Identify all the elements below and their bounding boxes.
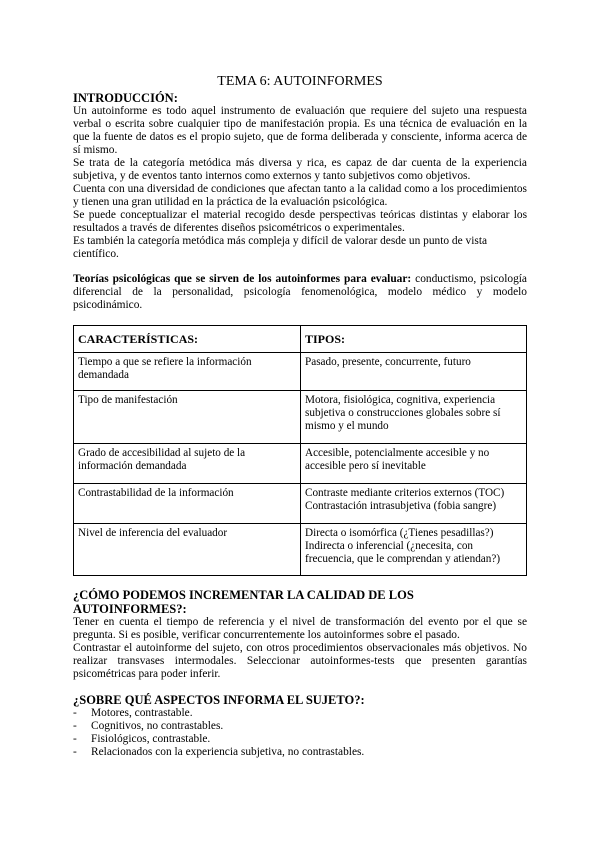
quality-paragraph: Contrastar el autoinforme del sujeto, con otros procedimientos observacionales más objetivos. No realizar transvases intermodales. Seleccionar autoinformes-tests que presenten garantías psicométricas para poder inferir. [73, 642, 527, 680]
table-row [74, 524, 527, 576]
table-cell: Nivel de inferencia del evaluador [74, 524, 301, 576]
characteristics-table [73, 325, 527, 576]
bullet-dash: - [73, 720, 77, 732]
intro-paragraph: Se puede conceptualizar el material recogido desde perspectivas teóricas distintas y elaborar los resultados a través de diferentes diseños psicométricos o experimentales. [73, 209, 527, 234]
aspects-heading: ¿SOBRE QUÉ ASPECTOS INFORMA EL SUJETO?: [73, 693, 365, 707]
table-cell: Directa o isomórfica (¿Tienes pesadillas?) Indirecta o inferencial (¿necesita, con frecuencia, que le comprendan y atiendan?) [301, 524, 527, 576]
intro-paragraph: Un autoinforme es todo aquel instrumento de evaluación que requiere del sujeto una respuesta verbal o escrita sobre cualquier tipo de manifestación propia. Es una técnica de evaluación en la que la fuente de datos es el propio sujeto, que de forma deliberada y consciente, informa acerca de sí mismo. [73, 105, 527, 156]
table-header-cell: TIPOS: [301, 326, 527, 353]
list-item: - Motores, contrastable. [73, 707, 193, 719]
aspects-list [73, 707, 527, 759]
theories-paragraph [73, 273, 527, 312]
bullet-dash: - [73, 746, 77, 758]
list-item: - Cognitivos, no contrastables. [73, 720, 224, 732]
theories-text: conductismo, psicología diferencial de la personalidad, psicología fenomenológica, modelo médico y modelo psicodinámico. [73, 273, 527, 311]
table-row [74, 391, 527, 444]
table-cell: Contraste mediante criterios externos (TOC) Contrastación intrasubjetiva (fobia sangre) [301, 484, 527, 524]
quality-heading: ¿CÓMO PODEMOS INCREMENTAR LA CALIDAD DE LOS AUTOINFORMES?: [73, 588, 414, 616]
document-page [73, 74, 527, 759]
table-header-cell: CARACTERÍSTICAS: [74, 326, 301, 353]
document-title: TEMA 6: AUTOINFORMES [217, 74, 383, 89]
table-row [74, 444, 527, 484]
table-header-row [74, 326, 527, 353]
list-item: - Fisiológicos, contrastable. [73, 733, 211, 745]
table-cell: Accesible, potencialmente accesible y no accesible pero sí inevitable [301, 444, 527, 484]
table-cell: Tipo de manifestación [74, 391, 301, 444]
table-cell: Tiempo a que se refiere la información demandada [74, 353, 301, 391]
table-row [74, 484, 527, 524]
table-cell: Contrastabilidad de la información [74, 484, 301, 524]
table-cell: Grado de accesibilidad al sujeto de la información demandada [74, 444, 301, 484]
list-item: - Relacionados con la experiencia subjetiva, no contrastables. [73, 746, 365, 758]
intro-paragraph: Es también la categoría metódica más compleja y difícil de valorar desde un punto de vista científico. [73, 235, 488, 260]
quality-paragraph: Tener en cuenta el tiempo de referencia y el nivel de transformación del evento por el que se pregunta. Si es posible, verificar concurrentemente los autoinformes sobre el pasado. [73, 616, 527, 641]
intro-paragraph: Cuenta con una diversidad de condiciones que afectan tanto a la calidad como a los procedimientos y tienen una gran utilidad en la práctica de la evaluación psicológica. [73, 183, 527, 208]
bullet-dash: - [73, 707, 77, 719]
table-row [74, 353, 527, 391]
table-cell: Pasado, presente, concurrente, futuro [301, 353, 527, 391]
intro-paragraph: Se trata de la categoría metódica más diversa y rica, es capaz de dar cuenta de la experiencia subjetiva, y de eventos tanto internos como externos y tanto subjetivos como objetivos. [73, 157, 527, 182]
intro-heading: INTRODUCCIÓN: [73, 91, 178, 105]
theories-lead: Teorías psicológicas que se sirven de los autoinformes para evaluar: [73, 273, 412, 285]
bullet-dash: - [73, 733, 77, 745]
table-cell: Motora, fisiológica, cognitiva, experiencia subjetiva o construcciones globales sobre sí mismo y el mundo [301, 391, 527, 444]
